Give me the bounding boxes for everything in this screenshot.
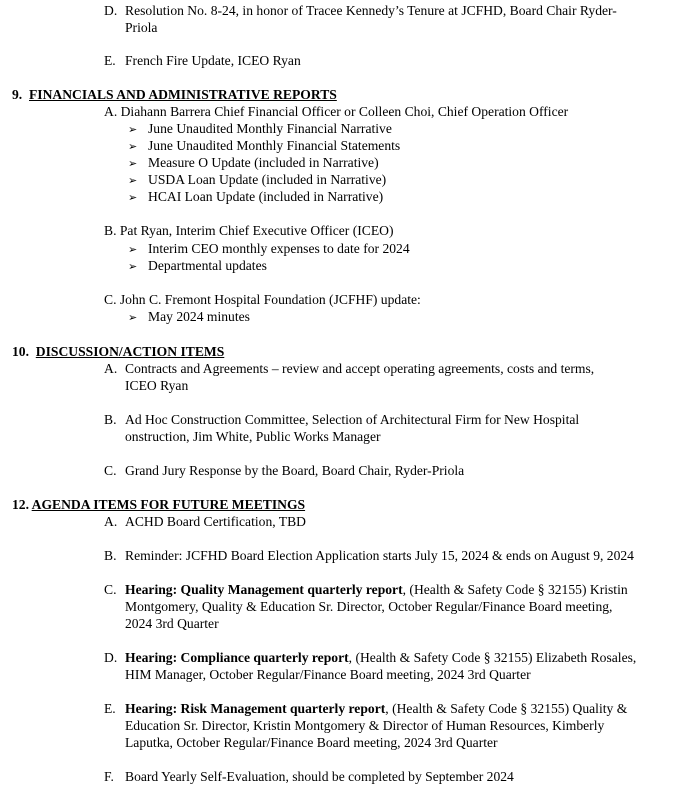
- sec12-f-letter: F.: [104, 769, 114, 784]
- sec9-a-bullet: ➢ USDA Loan Update (included in Narrative): [128, 171, 386, 190]
- sec12-c-bold: Hearing: Quality Management quarterly report: [125, 582, 403, 597]
- sec12-d-letter: D.: [104, 650, 118, 665]
- section-10-number: 10.: [12, 344, 29, 359]
- sec10-a-line1: Contracts and Agreements – review and accept operating agreements, costs and terms,: [125, 361, 595, 376]
- sec12-d-bold: Hearing: Compliance quarterly report: [125, 650, 349, 665]
- item-e-line1: French Fire Update, ICEO Ryan: [125, 53, 301, 68]
- sec12-e-bold: Hearing: Risk Management quarterly report: [125, 701, 386, 716]
- sec9-a-bullet: ➢ HCAI Loan Update (included in Narrative): [128, 188, 383, 207]
- sec12-a-letter: A.: [104, 514, 118, 529]
- arrowhead-bullet-icon: ➢: [128, 261, 138, 273]
- sec12-e-line3: Laputka, October Regular/Finance Board meeting, 2024 3rd Quarter: [125, 735, 498, 750]
- sec12-e-line2: Education Sr. Director, Kristin Montgomery & Director of Human Resources, Kimberly: [125, 718, 605, 733]
- sec10-b-line2: onstruction, Jim White, Public Works Manager: [125, 429, 381, 444]
- arrowhead-bullet-icon: ➢: [128, 312, 138, 324]
- sec10-b-letter: B.: [104, 412, 117, 427]
- sec12-c-letter: C.: [104, 582, 117, 597]
- arrowhead-bullet-icon: ➢: [128, 244, 138, 256]
- sec9-b-bullet: ➢ Departmental updates: [128, 257, 267, 276]
- sec12-c-line1: [125, 581, 628, 598]
- section-12-heading: [12, 496, 305, 513]
- item-d-letter: D.: [104, 3, 118, 18]
- sec12-d-line1: [125, 649, 636, 666]
- sec9-b-bullet: ➢ Interim CEO monthly expenses to date for 2024: [128, 240, 410, 259]
- sec12-e-letter: E.: [104, 701, 116, 716]
- sec9-a-bullet: ➢ June Unaudited Monthly Financial Narrative: [128, 120, 392, 139]
- sec12-c-rest: , (Health & Safety Code § 32155) Kristin: [402, 582, 628, 597]
- sec10-b-line1: Ad Hoc Construction Committee, Selection of Architectural Firm for New Hospital: [125, 412, 580, 427]
- sec12-d-line2: HIM Manager, October Regular/Finance Board meeting, 2024 3rd Quarter: [125, 667, 531, 682]
- sec9-c-bullet: ➢ May 2024 minutes: [128, 308, 250, 327]
- sec12-e-rest: , (Health & Safety Code § 32155) Quality &: [385, 701, 628, 716]
- sec9-b-heading: B. Pat Ryan, Interim Chief Executive Officer (ICEO): [104, 223, 394, 238]
- section-12-number: 12.: [12, 497, 29, 512]
- sec12-c-line3: 2024 3rd Quarter: [125, 616, 219, 631]
- sec12-c-line2: Montgomery, Quality & Education Sr. Director, October Regular/Finance Board meeting,: [125, 599, 613, 614]
- section-9-title: FINANCIALS AND ADMINISTRATIVE REPORTS: [29, 87, 337, 102]
- item-e-letter: E.: [104, 53, 116, 68]
- arrowhead-bullet-icon: ➢: [128, 158, 138, 170]
- sec10-a-line2: ICEO Ryan: [125, 378, 189, 393]
- sec10-a-letter: A.: [104, 361, 118, 376]
- section-9-heading: [12, 86, 337, 103]
- item-d-line1: Resolution No. 8-24, in honor of Tracee Kennedy’s Tenure at JCFHD, Board Chair Ryder-: [125, 3, 617, 18]
- sec9-a-bullet: ➢ June Unaudited Monthly Financial Statements: [128, 137, 400, 156]
- sec9-a-bullet: ➢ Measure O Update (included in Narrative): [128, 154, 379, 173]
- sec12-b-letter: B.: [104, 548, 117, 563]
- section-12-title: AGENDA ITEMS FOR FUTURE MEETINGS: [31, 497, 306, 512]
- arrowhead-bullet-icon: ➢: [128, 141, 138, 153]
- item-d-line2: Priola: [125, 20, 158, 35]
- arrowhead-bullet-icon: ➢: [128, 124, 138, 136]
- sec10-c-letter: C.: [104, 463, 117, 478]
- sec9-a-heading: A. Diahann Barrera Chief Financial Officer or Colleen Choi, Chief Operation Officer: [104, 104, 569, 119]
- sec12-d-rest: , (Health & Safety Code § 32155) Elizabeth Rosales,: [348, 650, 637, 665]
- sec9-c-heading: C. John C. Fremont Hospital Foundation (JCFHF) update:: [104, 292, 421, 307]
- sec10-c-line1: Grand Jury Response by the Board, Board Chair, Ryder-Priola: [125, 463, 465, 478]
- sec12-b-text: Reminder: JCFHD Board Election Application starts July 15, 2024 & ends on August 9, 2024: [125, 548, 634, 563]
- arrowhead-bullet-icon: ➢: [128, 175, 138, 187]
- section-9-number: 9.: [12, 87, 23, 102]
- sec12-f-text: Board Yearly Self-Evaluation, should be completed by September 2024: [125, 769, 514, 784]
- sec12-a-text: ACHD Board Certification, TBD: [125, 514, 306, 529]
- sec12-e-line1: [125, 700, 627, 717]
- section-10-heading: [12, 343, 224, 360]
- arrowhead-bullet-icon: ➢: [128, 192, 138, 204]
- section-10-title: DISCUSSION/ACTION ITEMS: [35, 344, 225, 359]
